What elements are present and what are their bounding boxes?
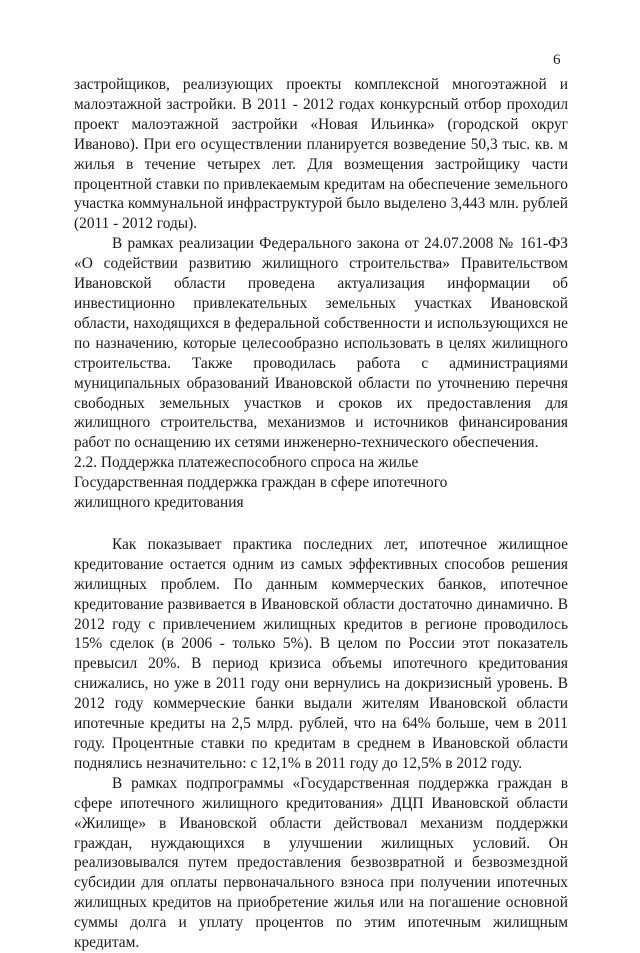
subsection-heading-line-2: жилищного кредитования [74,494,244,512]
document-body [74,75,568,953]
paragraph-mortgage-practice: Как показывает практика последних лет, ипотечное жилищное кредитование остается одним из самых эффективных способов решения жилищных проблем. По данным коммерческих банков, ипотечное кредитование развивается в Ивановской области достаточно динамично. В 2012 году с привлечением жилищных кредитов в регионе проводилось 15% сделок (в 2006 - только 5%). В целом по России этот показатель превысил 20%. В период кризиса объемы ипотечного кредитования снижались, но уже в 2011 году они вернулись на докризисный уровень. В 2012 году коммерческие банки выдали жителям Ивановской области ипотечные кредиты на 2,5 млрд. рублей, что на 64% больше, чем в 2011 году. Процентные ставки по кредитам в среднем в Ивановской области поднялись незначительно: с 12,1% в 2011 году до 12,5% в 2012 году. [74,535,568,772]
subsection-heading-line-1: Государственная поддержка граждан в сфере ипотечного [74,474,448,492]
paragraph-federal-law: В рамках реализации Федерального закона от 24.07.2008 № 161-ФЗ «О содействии развитию жилищного строительства» Правительством Ивановской области проведена актуализация информации об инвестиционно привлекательных земельных участках Ивановской области, находящихся в федеральной собственности и использующихся не по назначению, которые целесообразно использовать в целях жилищного строительства. Также проводилась работа с администрациями муниципальных образований Ивановской области по уточнению перечня свободных земельных участков и сроков их предоставления для жилищного строительства, механизмов и источников финансирования работ по оснащению их сетями инженерно-технического обеспечения. [74,235,568,452]
page-number: 6 [553,52,561,68]
paragraph-subprogram: В рамках подпрограммы «Государственная поддержка граждан в сфере ипотечного жилищного кредитования» ДЦП Ивановской области «Жилище» в Ивановской области действовал механизм поддержки граждан, нуждающихся в улучшении жилищных условий. Он реализовывался путем предоставления безвозвратной и безвозмездной субсидии для оплаты первоначального взноса при получении ипотечных жилищных кредитов на приобретение жилья или на погашение основной суммы долга и уплату процентов по этим ипотечным жилищным кредитам. [74,774,568,952]
section-heading: 2.2. Поддержка платежеспособного спроса на жилье [74,454,419,472]
paragraph-continuation: застройщиков, реализующих проекты комплексной многоэтажной и малоэтажной застройки. В 2011 - 2012 годах конкурсный отбор проходил проект малоэтажной застройки «Новая Ильинка» (городской округ Иваново). При его осуществлении планируется возведение 50,3 тыс. кв. м жилья в течение четырех лет. Для возмещения застройщику части процентной ставки по привлекаемым кредитам на обеспечение земельного участка коммунальной инфраструктурой было выделено 3,443 млн. рублей (2011 - 2012 годы). [74,76,568,233]
spacer [74,513,568,535]
